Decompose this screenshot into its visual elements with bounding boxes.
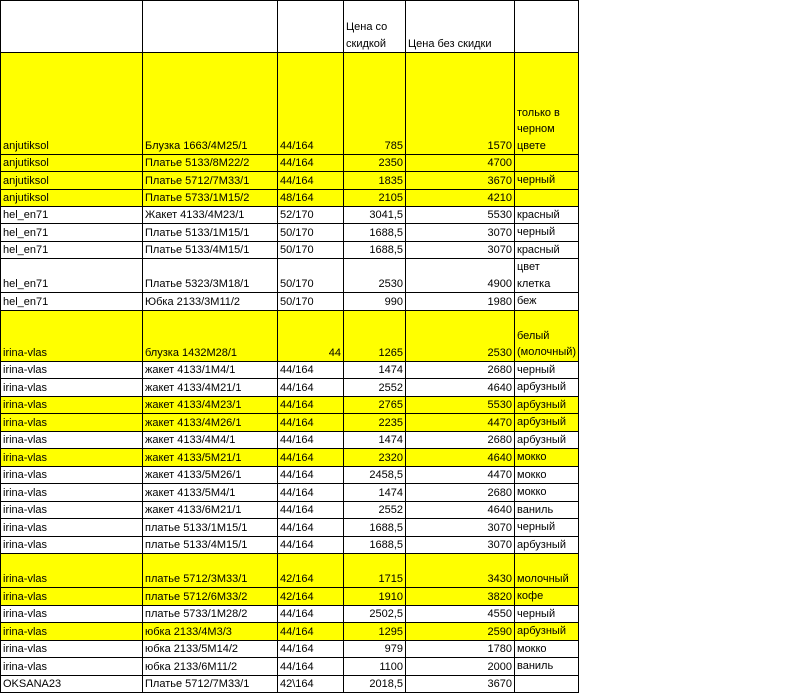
- cell-price-full[interactable]: 1980: [406, 293, 515, 311]
- cell-price-discount[interactable]: 1474: [344, 484, 406, 502]
- cell-price-discount[interactable]: 2235: [344, 414, 406, 432]
- cell-note[interactable]: красный: [515, 206, 579, 224]
- cell-item[interactable]: жакет 4133/4М21/1: [143, 379, 278, 397]
- cell-price-discount[interactable]: 2458,5: [344, 466, 406, 484]
- table-row: [1, 206, 579, 224]
- cell-note[interactable]: арбузный: [515, 536, 579, 554]
- header-cell-size[interactable]: [278, 1, 344, 53]
- header-cell-user[interactable]: [1, 1, 143, 53]
- cell-size[interactable]: 44: [278, 310, 344, 361]
- cell-price-discount[interactable]: 1688,5: [344, 536, 406, 554]
- cell-note[interactable]: арбузный: [515, 414, 579, 432]
- cell-size[interactable]: 44/164: [278, 466, 344, 484]
- cell-user[interactable]: irina-vlas: [1, 379, 143, 397]
- cell-size[interactable]: 48/164: [278, 189, 344, 206]
- table-row: [1, 189, 579, 206]
- table-row: [1, 536, 579, 554]
- cell-user[interactable]: irina-vlas: [1, 431, 143, 449]
- cell-price-full[interactable]: 2530: [406, 310, 515, 361]
- cell-note[interactable]: черный: [515, 605, 579, 623]
- cell-user[interactable]: irina-vlas: [1, 605, 143, 623]
- cell-user[interactable]: irina-vlas: [1, 484, 143, 502]
- cell-price-discount[interactable]: 1715: [344, 554, 406, 588]
- table-row: [1, 640, 579, 658]
- cell-price-full[interactable]: 4470: [406, 466, 515, 484]
- header-price-discount[interactable]: Цена со скидкой: [344, 1, 406, 53]
- table-row: [1, 224, 579, 242]
- cell-item[interactable]: Платье 5733/1М15/2: [143, 189, 278, 206]
- cell-size[interactable]: 44/164: [278, 361, 344, 379]
- cell-note[interactable]: ваниль: [515, 501, 579, 519]
- cell-price-discount[interactable]: 1835: [344, 172, 406, 190]
- cell-price-discount[interactable]: 1474: [344, 361, 406, 379]
- header-cell-item[interactable]: [143, 1, 278, 53]
- cell-item[interactable]: Платье 5133/8М22/2: [143, 155, 278, 172]
- cell-note[interactable]: черный: [515, 224, 579, 242]
- table-row: [1, 396, 579, 414]
- cell-price-full[interactable]: 3430: [406, 554, 515, 588]
- cell-size[interactable]: 44/164: [278, 53, 344, 155]
- cell-price-full[interactable]: 4550: [406, 605, 515, 623]
- cell-note[interactable]: кофе: [515, 588, 579, 606]
- cell-price-full[interactable]: 4640: [406, 379, 515, 397]
- cell-note[interactable]: черный: [515, 361, 579, 379]
- cell-price-discount[interactable]: 979: [344, 640, 406, 658]
- cell-price-full[interactable]: 3070: [406, 224, 515, 242]
- cell-size[interactable]: 44/164: [278, 640, 344, 658]
- cell-price-discount[interactable]: 1688,5: [344, 241, 406, 259]
- cell-size[interactable]: 44/164: [278, 414, 344, 432]
- cell-item[interactable]: Платье 5133/4М15/1: [143, 241, 278, 259]
- cell-price-discount[interactable]: 2502,5: [344, 605, 406, 623]
- cell-size[interactable]: 44/164: [278, 519, 344, 537]
- cell-price-discount[interactable]: 2765: [344, 396, 406, 414]
- cell-item[interactable]: Платье 5712/7М33/1: [143, 172, 278, 190]
- cell-note[interactable]: только в черном цвете: [515, 53, 579, 155]
- cell-price-full[interactable]: 4900: [406, 259, 515, 293]
- cell-user[interactable]: irina-vlas: [1, 310, 143, 361]
- cell-size[interactable]: 44/164: [278, 449, 344, 467]
- cell-price-full[interactable]: 5530: [406, 206, 515, 224]
- cell-user[interactable]: irina-vlas: [1, 658, 143, 676]
- cell-user[interactable]: hel_en71: [1, 241, 143, 259]
- header-cell-note[interactable]: [515, 1, 579, 53]
- cell-price-full[interactable]: 4640: [406, 449, 515, 467]
- cell-size[interactable]: 44/164: [278, 536, 344, 554]
- cell-price-discount[interactable]: 1295: [344, 623, 406, 641]
- table-row: [1, 310, 579, 361]
- cell-item[interactable]: платье 5133/4М15/1: [143, 536, 278, 554]
- cell-note[interactable]: [515, 675, 579, 692]
- cell-price-full[interactable]: 5530: [406, 396, 515, 414]
- cell-user[interactable]: irina-vlas: [1, 519, 143, 537]
- cell-user[interactable]: hel_en71: [1, 259, 143, 293]
- table-row: [1, 501, 579, 519]
- cell-price-full[interactable]: 2680: [406, 361, 515, 379]
- cell-user[interactable]: irina-vlas: [1, 396, 143, 414]
- cell-size[interactable]: 42\164: [278, 675, 344, 692]
- spreadsheet-body: [1, 1, 579, 693]
- cell-price-full[interactable]: 4470: [406, 414, 515, 432]
- cell-price-discount[interactable]: 1100: [344, 658, 406, 676]
- header-price-full[interactable]: Цена без скидки: [406, 1, 515, 53]
- cell-price-discount[interactable]: 1688,5: [344, 224, 406, 242]
- cell-note[interactable]: арбузный: [515, 396, 579, 414]
- cell-size[interactable]: 44/164: [278, 172, 344, 190]
- cell-price-full[interactable]: 4210: [406, 189, 515, 206]
- cell-item[interactable]: жакет 4133/4М23/1: [143, 396, 278, 414]
- table-row: [1, 241, 579, 259]
- table-row: [1, 466, 579, 484]
- table-row: [1, 414, 579, 432]
- cell-size[interactable]: 44/164: [278, 484, 344, 502]
- cell-note[interactable]: черный: [515, 519, 579, 537]
- cell-user[interactable]: irina-vlas: [1, 414, 143, 432]
- cell-item[interactable]: платье 5733/1М28/2: [143, 605, 278, 623]
- cell-price-discount[interactable]: 2320: [344, 449, 406, 467]
- cell-user[interactable]: hel_en71: [1, 224, 143, 242]
- cell-size[interactable]: 50/170: [278, 241, 344, 259]
- cell-size[interactable]: 44/164: [278, 431, 344, 449]
- cell-item[interactable]: юбка 2133/6М11/2: [143, 658, 278, 676]
- header-row: [1, 1, 579, 53]
- cell-price-discount[interactable]: 990: [344, 293, 406, 311]
- cell-price-full[interactable]: 2000: [406, 658, 515, 676]
- cell-price-full[interactable]: 2680: [406, 484, 515, 502]
- cell-price-discount[interactable]: 2552: [344, 379, 406, 397]
- cell-size[interactable]: 44/164: [278, 396, 344, 414]
- cell-user[interactable]: irina-vlas: [1, 536, 143, 554]
- cell-price-discount[interactable]: 1910: [344, 588, 406, 606]
- cell-price-discount[interactable]: 2018,5: [344, 675, 406, 692]
- cell-note[interactable]: черный: [515, 172, 579, 190]
- table-row: [1, 605, 579, 623]
- cell-price-full[interactable]: 3670: [406, 675, 515, 692]
- cell-item[interactable]: блузка 1432М28/1: [143, 310, 278, 361]
- cell-price-discount[interactable]: 2350: [344, 155, 406, 172]
- cell-size[interactable]: 50/170: [278, 224, 344, 242]
- cell-item[interactable]: жакет 4133/4М4/1: [143, 431, 278, 449]
- cell-user[interactable]: anjutiksol: [1, 189, 143, 206]
- cell-price-full[interactable]: 3070: [406, 519, 515, 537]
- cell-item[interactable]: Юбка 2133/3М11/2: [143, 293, 278, 311]
- cell-user[interactable]: hel_en71: [1, 206, 143, 224]
- cell-item[interactable]: жакет 4133/1М4/1: [143, 361, 278, 379]
- cell-note[interactable]: арбузный: [515, 379, 579, 397]
- cell-note[interactable]: мокко: [515, 466, 579, 484]
- table-row: [1, 675, 579, 692]
- table-row: [1, 155, 579, 172]
- cell-user[interactable]: hel_en71: [1, 293, 143, 311]
- cell-item[interactable]: платье 5712/6М33/2: [143, 588, 278, 606]
- cell-size[interactable]: 50/170: [278, 259, 344, 293]
- cell-price-discount[interactable]: 2105: [344, 189, 406, 206]
- cell-user[interactable]: irina-vlas: [1, 623, 143, 641]
- cell-item[interactable]: Жакет 4133/4М23/1: [143, 206, 278, 224]
- cell-note[interactable]: белый (молочный): [515, 310, 579, 361]
- cell-size[interactable]: 44/164: [278, 155, 344, 172]
- cell-user[interactable]: irina-vlas: [1, 466, 143, 484]
- table-row: [1, 484, 579, 502]
- cell-price-full[interactable]: 1780: [406, 640, 515, 658]
- table-row: [1, 431, 579, 449]
- cell-user[interactable]: anjutiksol: [1, 155, 143, 172]
- cell-item[interactable]: Блузка 1663/4М25/1: [143, 53, 278, 155]
- cell-item[interactable]: Платье 5133/1М15/1: [143, 224, 278, 242]
- table-row: [1, 259, 579, 293]
- cell-note[interactable]: арбузный: [515, 431, 579, 449]
- cell-note[interactable]: беж: [515, 293, 579, 311]
- cell-price-discount[interactable]: 1265: [344, 310, 406, 361]
- cell-price-full[interactable]: 3070: [406, 241, 515, 259]
- table-row: [1, 519, 579, 537]
- cell-item[interactable]: Платье 5712/7М33/1: [143, 675, 278, 692]
- cell-user[interactable]: irina-vlas: [1, 640, 143, 658]
- cell-size[interactable]: 44/164: [278, 658, 344, 676]
- cell-size[interactable]: 42/164: [278, 554, 344, 588]
- cell-user[interactable]: OKSANA23: [1, 675, 143, 692]
- cell-size[interactable]: 44/164: [278, 501, 344, 519]
- cell-price-full[interactable]: 4640: [406, 501, 515, 519]
- cell-user[interactable]: irina-vlas: [1, 449, 143, 467]
- cell-price-discount[interactable]: 785: [344, 53, 406, 155]
- cell-size[interactable]: 50/170: [278, 293, 344, 311]
- cell-item[interactable]: платье 5712/3М33/1: [143, 554, 278, 588]
- cell-note[interactable]: [515, 155, 579, 172]
- cell-price-discount[interactable]: 1474: [344, 431, 406, 449]
- cell-user[interactable]: anjutiksol: [1, 53, 143, 155]
- table-row: [1, 588, 579, 606]
- cell-item[interactable]: жакет 4133/5М4/1: [143, 484, 278, 502]
- cell-note[interactable]: арбузный: [515, 623, 579, 641]
- cell-user[interactable]: irina-vlas: [1, 554, 143, 588]
- cell-size[interactable]: 42/164: [278, 588, 344, 606]
- table-row: [1, 53, 579, 155]
- cell-note[interactable]: [515, 189, 579, 206]
- cell-price-full[interactable]: 1570: [406, 53, 515, 155]
- cell-size[interactable]: 44/164: [278, 605, 344, 623]
- cell-user[interactable]: irina-vlas: [1, 361, 143, 379]
- table-row: [1, 293, 579, 311]
- cell-size[interactable]: 44/164: [278, 623, 344, 641]
- table-row: [1, 449, 579, 467]
- cell-price-discount[interactable]: 2552: [344, 501, 406, 519]
- cell-item[interactable]: жакет 4133/6М21/1: [143, 501, 278, 519]
- cell-note[interactable]: цвет клетка: [515, 259, 579, 293]
- cell-price-full[interactable]: 3820: [406, 588, 515, 606]
- cell-note[interactable]: красный: [515, 241, 579, 259]
- cell-note[interactable]: ваниль: [515, 658, 579, 676]
- cell-item[interactable]: Платье 5323/3М18/1: [143, 259, 278, 293]
- table-row: [1, 361, 579, 379]
- cell-price-discount[interactable]: 3041,5: [344, 206, 406, 224]
- cell-size[interactable]: 52/170: [278, 206, 344, 224]
- cell-price-discount[interactable]: 2530: [344, 259, 406, 293]
- table-row: [1, 554, 579, 588]
- cell-price-discount[interactable]: 1688,5: [344, 519, 406, 537]
- cell-size[interactable]: 44/164: [278, 379, 344, 397]
- cell-user[interactable]: irina-vlas: [1, 588, 143, 606]
- table-row: [1, 623, 579, 641]
- cell-item[interactable]: юбка 2133/4М3/3: [143, 623, 278, 641]
- table-row: [1, 172, 579, 190]
- cell-note[interactable]: мокко: [515, 640, 579, 658]
- cell-item[interactable]: платье 5133/1М15/1: [143, 519, 278, 537]
- table-row: [1, 379, 579, 397]
- cell-price-full[interactable]: 2590: [406, 623, 515, 641]
- cell-user[interactable]: anjutiksol: [1, 172, 143, 190]
- cell-user[interactable]: irina-vlas: [1, 501, 143, 519]
- cell-item[interactable]: юбка 2133/5М14/2: [143, 640, 278, 658]
- cell-item[interactable]: жакет 4133/5М26/1: [143, 466, 278, 484]
- cell-price-full[interactable]: 4700: [406, 155, 515, 172]
- cell-note[interactable]: мокко: [515, 449, 579, 467]
- table-row: [1, 658, 579, 676]
- cell-note[interactable]: мокко: [515, 484, 579, 502]
- cell-note[interactable]: молочный: [515, 554, 579, 588]
- cell-price-full[interactable]: 3070: [406, 536, 515, 554]
- cell-item[interactable]: жакет 4133/5М21/1: [143, 449, 278, 467]
- cell-item[interactable]: жакет 4133/4М26/1: [143, 414, 278, 432]
- cell-price-full[interactable]: 2680: [406, 431, 515, 449]
- cell-price-full[interactable]: 3670: [406, 172, 515, 190]
